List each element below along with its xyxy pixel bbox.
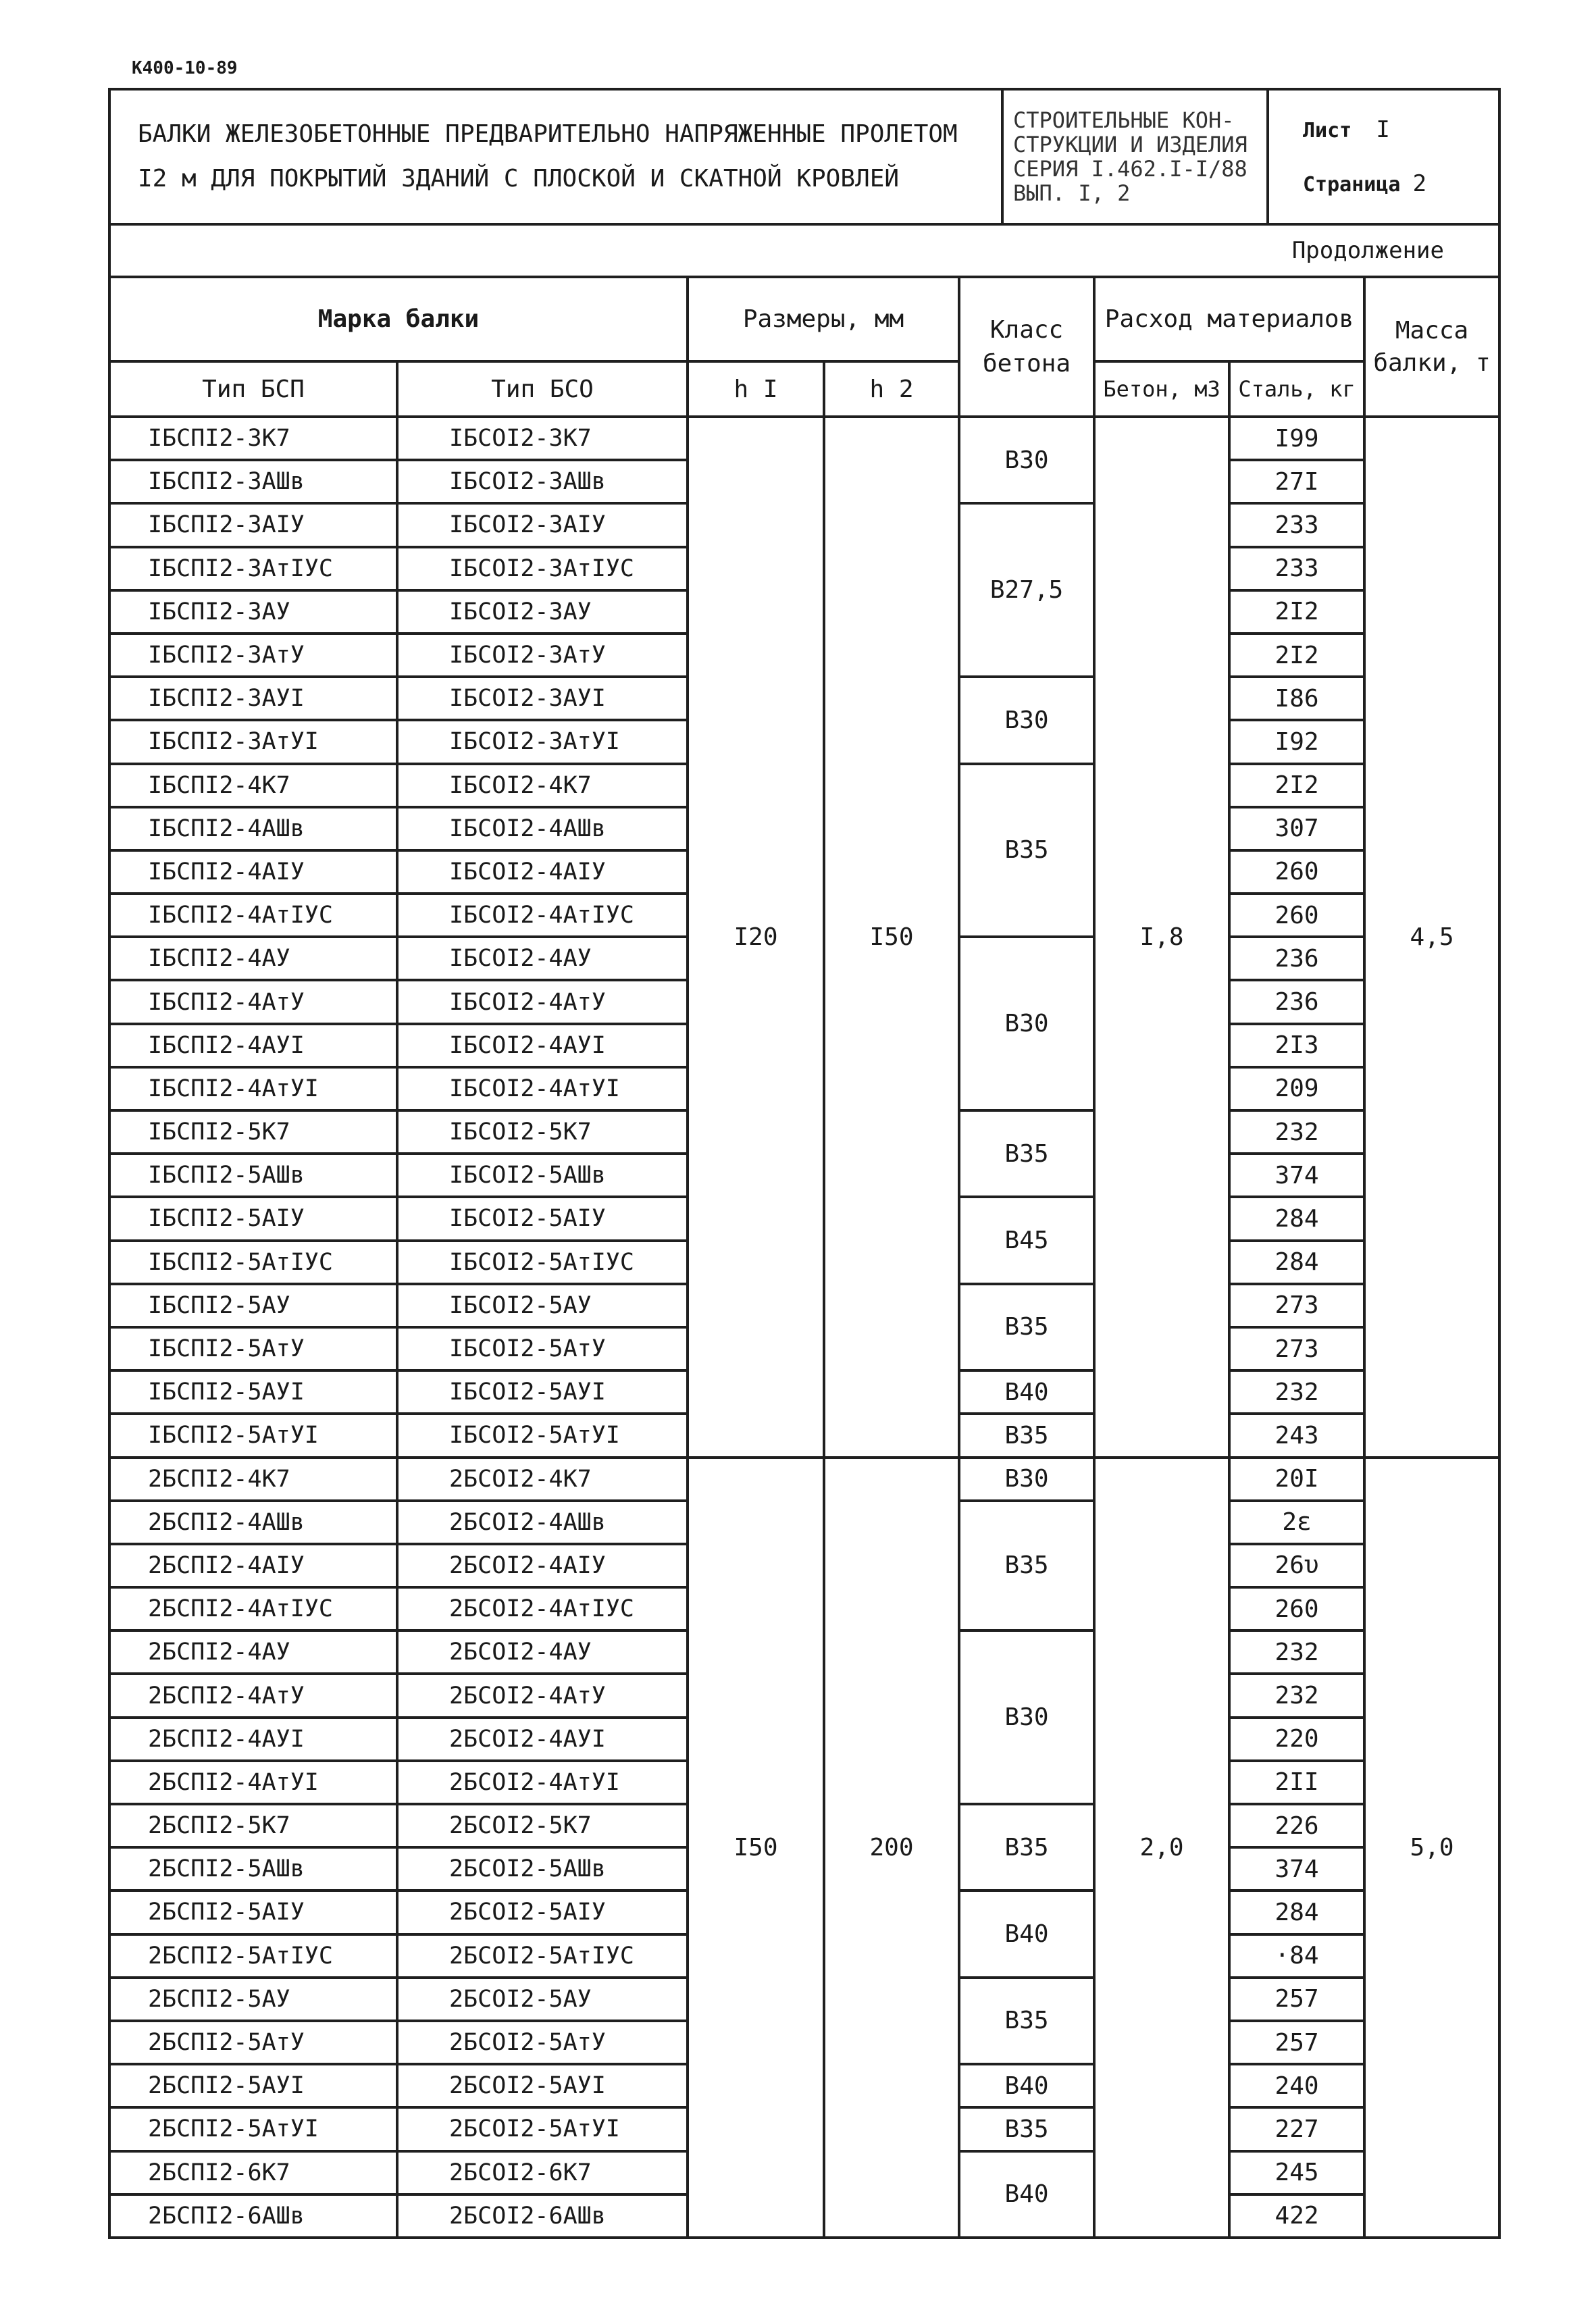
steel-value: 257	[1229, 2021, 1364, 2064]
concrete-class: В35	[959, 1110, 1094, 1197]
concrete-class: В30	[959, 1458, 1094, 1501]
steel-value: 273	[1229, 1284, 1364, 1327]
steel-value: 2ε	[1229, 1501, 1364, 1544]
steel-value: 233	[1229, 547, 1364, 590]
steel-value: 245	[1229, 2151, 1364, 2194]
beam-mark-bso: 2БСОI2-5АтIУС	[397, 1934, 688, 1978]
steel-value: 2I2	[1229, 590, 1364, 634]
beam-mark-bsp: IБСПI2-5АтУ	[109, 1327, 397, 1370]
steel-value: 232	[1229, 1370, 1364, 1414]
steel-value: I86	[1229, 677, 1364, 720]
beam-mark-bso: IБСОI2-4АIУ	[397, 850, 688, 894]
beam-mark-bsp: IБСПI2-4АтIУС	[109, 894, 397, 937]
steel-value: 232	[1229, 1630, 1364, 1674]
sheet-block	[1268, 89, 1499, 224]
concrete-class: В35	[959, 2107, 1094, 2151]
beam-mark-bso: 2БСОI2-5К7	[397, 1804, 688, 1847]
beam-mark-bso: 2БСОI2-5АтУI	[397, 2107, 688, 2151]
concrete-class: В30	[959, 937, 1094, 1110]
beam-table	[108, 276, 1501, 2239]
beam-mark-bso: 2БСОI2-5АIУ	[397, 1891, 688, 1934]
steel-value: 284	[1229, 1241, 1364, 1284]
document-code: К400-10-89	[132, 58, 238, 78]
beam-mark-bsp: 2БСПI2-5АШв	[109, 1847, 397, 1891]
beam-mark-bso: IБСОI2-5АтУ	[397, 1327, 688, 1370]
type-bsp-header: Тип БСП	[109, 361, 397, 417]
page-label: Страница	[1303, 173, 1401, 197]
type-bso-header: Тип БСО	[397, 361, 688, 417]
beam-mark-bsp: 2БСПI2-6АШв	[109, 2194, 397, 2238]
beam-mark-bso: 2БСОI2-5АтУ	[397, 2021, 688, 2064]
steel-value: 374	[1229, 1847, 1364, 1891]
beam-mark-bsp: 2БСПI2-4АтУI	[109, 1761, 397, 1804]
beam-mark-bsp: 2БСПI2-5АУI	[109, 2064, 397, 2107]
beam-mark-bso: IБСОI2-3АУ	[397, 590, 688, 634]
beam-mark-bso: IБСОI2-3К7	[397, 417, 688, 460]
concrete-class: В40	[959, 1891, 1094, 1977]
materials-header: Расход материалов	[1094, 277, 1364, 361]
beam-mark-bsp: 2БСПI2-4АУ	[109, 1630, 397, 1674]
steel-header	[1229, 361, 1364, 417]
beam-mark-bsp: 2БСПI2-4К7	[109, 1458, 397, 1501]
beam-mark-bso: 2БСОI2-4АШв	[397, 1501, 688, 1544]
concrete-class: В40	[959, 2064, 1094, 2107]
beam-mark-bsp: IБСПI2-3АIУ	[109, 503, 397, 546]
beam-mark-bso: IБСОI2-3АтУ	[397, 634, 688, 677]
steel-value: 26υ	[1229, 1544, 1364, 1587]
h1-header: h I	[688, 361, 824, 417]
beam-mark-bso: 2БСОI2-4АУI	[397, 1718, 688, 1761]
steel-value: 260	[1229, 850, 1364, 894]
steel-value: ·84	[1229, 1934, 1364, 1978]
beam-mark-bso: 2БСОI2-4К7	[397, 1458, 688, 1501]
sheet-label: Лист	[1303, 119, 1352, 143]
steel-value: 260	[1229, 1587, 1364, 1630]
beam-mark-bsp: IБСПI2-5АтУI	[109, 1414, 397, 1457]
mass-header-text: Масса балки, т	[1373, 316, 1491, 377]
beam-mark-bso: IБСОI2-5АтIУС	[397, 1241, 688, 1284]
concrete-class: В35	[959, 1978, 1094, 2064]
concrete-class: В35	[959, 1804, 1094, 1891]
steel-value: 236	[1229, 980, 1364, 1023]
beam-mark-bso: IБСОI2-4АУI	[397, 1024, 688, 1067]
h1-value: I20	[688, 417, 824, 1458]
steel-value: 284	[1229, 1891, 1364, 1934]
steel-value: 209	[1229, 1067, 1364, 1110]
steel-value: 240	[1229, 2064, 1364, 2107]
beam-mark-bsp: 2БСПI2-5К7	[109, 1804, 397, 1847]
table-row	[109, 1458, 1499, 1501]
series-line-3: СЕРИЯ I.462.I-I/88	[1013, 156, 1247, 182]
beam-mark-bsp: 2БСПI2-6К7	[109, 2151, 397, 2194]
steel-value: 27I	[1229, 460, 1364, 503]
beam-mark-bsp: 2БСПI2-4АIУ	[109, 1544, 397, 1587]
beam-mark-bso: 2БСОI2-6К7	[397, 2151, 688, 2194]
steel-value: 257	[1229, 1978, 1364, 2021]
beam-mark-bso: 2БСОI2-5АУI	[397, 2064, 688, 2107]
beam-mark-bso: IБСОI2-5АУI	[397, 1370, 688, 1414]
concrete-class: В35	[959, 1414, 1094, 1457]
beam-mark-bso: IБСОI2-3АтIУС	[397, 547, 688, 590]
concrete-class: В35	[959, 1284, 1094, 1370]
beam-mark-bsp: IБСПI2-4АУ	[109, 937, 397, 980]
steel-value: I99	[1229, 417, 1364, 460]
h1-value: I50	[688, 1458, 824, 2238]
concrete-class: В30	[959, 417, 1094, 503]
beam-mark-bsp: IБСПI2-5АтIУС	[109, 1241, 397, 1284]
beam-mark-bsp: IБСПI2-5АШв	[109, 1154, 397, 1197]
steel-value: 232	[1229, 1110, 1364, 1154]
series-line-2: СТРУКЦИИ И ИЗДЕЛИЯ	[1013, 132, 1247, 157]
beam-mark-bso: IБСОI2-3АIУ	[397, 503, 688, 546]
beam-mark-bsp: IБСПI2-4АУI	[109, 1024, 397, 1067]
steel-value: 422	[1229, 2194, 1364, 2238]
class-header-text: Класс бетона	[983, 315, 1071, 378]
steel-value: 2I3	[1229, 1024, 1364, 1067]
beam-mark-bsp: IБСПI2-3АУ	[109, 590, 397, 634]
document-title	[109, 89, 1002, 224]
beam-mark-bsp: IБСПI2-4АШв	[109, 807, 397, 850]
beam-mark-bsp: 2БСПI2-5АтIУС	[109, 1934, 397, 1978]
steel-value: 20I	[1229, 1458, 1364, 1501]
h2-value: I50	[824, 417, 959, 1458]
beam-mark-bsp: IБСПI2-4АтУ	[109, 980, 397, 1023]
beam-mark-bsp: IБСПI2-5АУI	[109, 1370, 397, 1414]
beam-mark-bso: IБСОI2-4АтУ	[397, 980, 688, 1023]
steel-value: 232	[1229, 1674, 1364, 1717]
concrete-class: В40	[959, 2151, 1094, 2238]
title-block	[108, 88, 1501, 278]
mark-group-header: Марка балки	[109, 277, 688, 361]
beam-mark-bso: 2БСОI2-5АУ	[397, 1978, 688, 2021]
beam-mark-bsp: 2БСПI2-4АтУ	[109, 1674, 397, 1717]
table-row	[109, 417, 1499, 460]
concrete-volume: I,8	[1094, 417, 1229, 1458]
beam-mark-bsp: IБСПI2-3АШв	[109, 460, 397, 503]
h2-header: h 2	[824, 361, 959, 417]
sheet-number: I	[1376, 116, 1390, 143]
beam-mark-bsp: IБСПI2-3К7	[109, 417, 397, 460]
steel-value: 243	[1229, 1414, 1364, 1457]
beam-mark-bso: 2БСОI2-4АУ	[397, 1630, 688, 1674]
beam-mark-bsp: IБСПI2-3АтIУС	[109, 547, 397, 590]
steel-value: 2I2	[1229, 634, 1364, 677]
beam-mark-bso: IБСОI2-3АШв	[397, 460, 688, 503]
beam-mark-bsp: IБСПI2-4К7	[109, 764, 397, 807]
continuation-label: Продолжение	[109, 224, 1499, 277]
beam-mark-bso: IБСОI2-4АтIУС	[397, 894, 688, 937]
series-block	[1002, 89, 1268, 224]
beam-mark-bso: 2БСОI2-4АтУ	[397, 1674, 688, 1717]
beam-mass: 5,0	[1364, 1458, 1499, 2238]
beam-mark-bso: 2БСОI2-4АтУI	[397, 1761, 688, 1804]
beam-mark-bso: IБСОI2-5К7	[397, 1110, 688, 1154]
beam-mark-bsp: 2БСПI2-4АтIУС	[109, 1587, 397, 1630]
steel-value: 260	[1229, 894, 1364, 937]
beam-mark-bso: IБСОI2-4АУ	[397, 937, 688, 980]
concrete-class: В45	[959, 1197, 1094, 1283]
beam-mark-bso: IБСОI2-4АШв	[397, 807, 688, 850]
title-line-2: I2 м ДЛЯ ПОКРЫТИЙ ЗДАНИЙ С ПЛОСКОЙ И СКАТНОЙ КРОВЛЕЙ	[138, 165, 900, 192]
beam-mark-bso: IБСОI2-3АтУI	[397, 720, 688, 763]
beam-mark-bso: IБСОI2-5АШв	[397, 1154, 688, 1197]
beam-mark-bsp: 2БСПI2-4АШв	[109, 1501, 397, 1544]
beam-mark-bso: IБСОI2-4АтУI	[397, 1067, 688, 1110]
concrete-class: В30	[959, 1630, 1094, 1804]
beam-mark-bso: IБСОI2-5АIУ	[397, 1197, 688, 1240]
beam-mass: 4,5	[1364, 417, 1499, 1458]
concrete-volume: 2,0	[1094, 1458, 1229, 2238]
beam-mark-bsp: 2БСПI2-5АтУ	[109, 2021, 397, 2064]
beam-mark-bsp: IБСПI2-4АIУ	[109, 850, 397, 894]
steel-value: 307	[1229, 807, 1364, 850]
beam-mark-bso: IБСОI2-5АУ	[397, 1284, 688, 1327]
beam-mark-bso: 2БСОI2-5АШв	[397, 1847, 688, 1891]
beam-mark-bso: IБСОI2-5АтУI	[397, 1414, 688, 1457]
steel-value: I92	[1229, 720, 1364, 763]
beam-mark-bsp: 2БСПI2-5АУ	[109, 1978, 397, 2021]
sizes-header: Размеры, мм	[688, 277, 959, 361]
beam-mark-bso: IБСОI2-3АУI	[397, 677, 688, 720]
steel-value: 233	[1229, 503, 1364, 546]
beam-mark-bsp: IБСПI2-4АтУI	[109, 1067, 397, 1110]
beam-mark-bsp: 2БСПI2-5АIУ	[109, 1891, 397, 1934]
beam-mark-bsp: IБСПI2-5АIУ	[109, 1197, 397, 1240]
steel-value: 2I2	[1229, 764, 1364, 807]
concrete-class: В35	[959, 1501, 1094, 1631]
beam-mark-bsp: IБСПI2-3АтУ	[109, 634, 397, 677]
beam-table-body	[109, 417, 1499, 2238]
beam-mark-bso: 2БСОI2-4АтIУС	[397, 1587, 688, 1630]
beam-mark-bso: 2БСОI2-4АIУ	[397, 1544, 688, 1587]
concrete-header-text: Бетон, м3	[1103, 376, 1220, 402]
steel-value: 374	[1229, 1154, 1364, 1197]
beam-mark-bsp: IБСПI2-3АУI	[109, 677, 397, 720]
beam-mark-bsp: 2БСПI2-4АУI	[109, 1718, 397, 1761]
steel-value: 273	[1229, 1327, 1364, 1370]
page-number: 2	[1412, 170, 1427, 197]
beam-mark-bsp: 2БСПI2-5АтУI	[109, 2107, 397, 2151]
mass-header	[1364, 277, 1499, 417]
steel-value: 227	[1229, 2107, 1364, 2151]
beam-mark-bsp: IБСПI2-5К7	[109, 1110, 397, 1154]
concrete-class: В27,5	[959, 503, 1094, 677]
concrete-header	[1094, 361, 1229, 417]
steel-value: 226	[1229, 1804, 1364, 1847]
concrete-class: В40	[959, 1370, 1094, 1414]
class-header	[959, 277, 1094, 417]
concrete-class: В35	[959, 764, 1094, 937]
steel-value: 220	[1229, 1718, 1364, 1761]
series-line-4: ВЫП. I, 2	[1013, 180, 1131, 206]
steel-value: 236	[1229, 937, 1364, 980]
title-line-1: БАЛКИ ЖЕЛЕЗОБЕТОННЫЕ ПРЕДВАРИТЕЛЬНО НАПРЯЖЕННЫЕ ПРОЛЕТОМ	[138, 120, 958, 148]
h2-value: 200	[824, 1458, 959, 2238]
steel-value: 284	[1229, 1197, 1364, 1240]
beam-mark-bso: 2БСОI2-6АШв	[397, 2194, 688, 2238]
beam-mark-bsp: IБСПI2-5АУ	[109, 1284, 397, 1327]
beam-mark-bsp: IБСПI2-3АтУI	[109, 720, 397, 763]
beam-mark-bso: IБСОI2-4К7	[397, 764, 688, 807]
steel-header-text: Сталь, кг	[1238, 376, 1356, 402]
steel-value: 2II	[1229, 1761, 1364, 1804]
series-line-1: СТРОИТЕЛЬНЫЕ КОН-	[1013, 107, 1235, 133]
concrete-class: В30	[959, 677, 1094, 763]
